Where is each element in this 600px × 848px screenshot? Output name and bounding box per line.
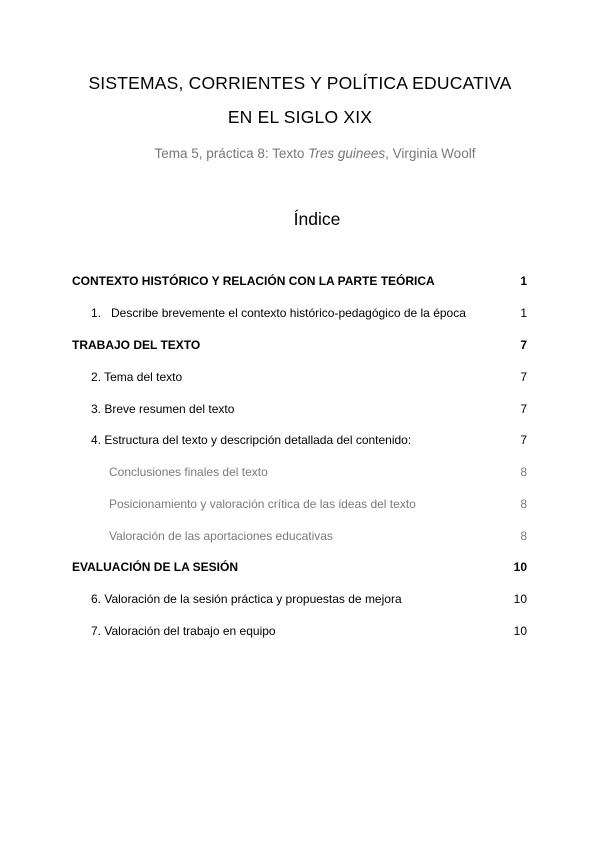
toc-entry-page: 7: [520, 402, 527, 416]
toc-entry-text: 7. Valoración del trabajo en equipo: [91, 624, 276, 638]
toc-entry-text: 1. Describe brevemente el contexto histórico-pedagógico de la época: [91, 306, 466, 320]
toc-entry-subsection[interactable]: [0, 433, 600, 451]
title-line-2: EN EL SIGLO XIX: [227, 107, 373, 127]
title-line-1: SISTEMAS, CORRIENTES Y POLÍTICA EDUCATIVA: [88, 73, 512, 93]
toc-entry-subsection[interactable]: [0, 624, 600, 642]
toc-entry-page: 10: [513, 560, 527, 574]
toc-entry-subsection[interactable]: [0, 592, 600, 610]
toc-entry-subsection[interactable]: [0, 370, 600, 388]
toc-entry-text: CONTEXTO HISTÓRICO Y RELACIÓN CON LA PARTE TEÓRICA: [72, 274, 435, 288]
toc-entry-text: Conclusiones finales del texto: [109, 465, 268, 479]
index-heading: Índice: [293, 209, 341, 229]
toc-entry-page: 7: [520, 338, 527, 352]
toc-entry-page: 8: [520, 529, 527, 543]
toc-entry-text: 4. Estructura del texto y descripción detallada del contenido:: [91, 433, 412, 447]
toc-entry-subsubsection[interactable]: [0, 529, 600, 547]
toc-entry-section[interactable]: [0, 274, 600, 292]
toc-entry-text: TRABAJO DEL TEXTO: [72, 338, 201, 352]
toc-entry-page: 1: [520, 306, 527, 320]
toc-entry-page: 8: [520, 497, 527, 511]
toc-entry-page: 7: [520, 433, 527, 447]
subtitle-author: , Virginia Woolf: [385, 146, 476, 161]
toc-entry-subsection[interactable]: [0, 306, 600, 324]
toc-entry-text: EVALUACIÓN DE LA SESIÓN: [72, 560, 239, 574]
toc-entry-subsubsection[interactable]: [0, 497, 600, 515]
toc-entry-text: Valoración de las aportaciones educativas: [109, 529, 333, 543]
subtitle-work-title: Tres guinees: [308, 146, 386, 161]
toc-entry-page: 8: [520, 465, 527, 479]
document-subtitle: [0, 146, 600, 161]
toc-entry-text: 6. Valoración de la sesión práctica y propuestas de mejora: [91, 592, 402, 606]
subtitle-prefix: Tema 5, práctica 8: Texto: [154, 146, 309, 161]
toc-entry-page: 10: [513, 624, 527, 638]
toc-entry-page: 7: [520, 370, 527, 384]
toc-entry-text: Posicionamiento y valoración crítica de las ideas del texto: [109, 497, 416, 511]
toc-entry-subsection[interactable]: [0, 402, 600, 420]
toc-entry-page: 1: [520, 274, 527, 288]
toc-entry-section[interactable]: [0, 338, 600, 356]
toc-entry-text: 3. Breve resumen del texto: [91, 402, 235, 416]
toc-entry-text: 2. Tema del texto: [91, 370, 183, 384]
toc-entry-section[interactable]: [0, 560, 600, 578]
toc-entry-subsubsection[interactable]: [0, 465, 600, 483]
toc-entry-page: 10: [513, 592, 527, 606]
